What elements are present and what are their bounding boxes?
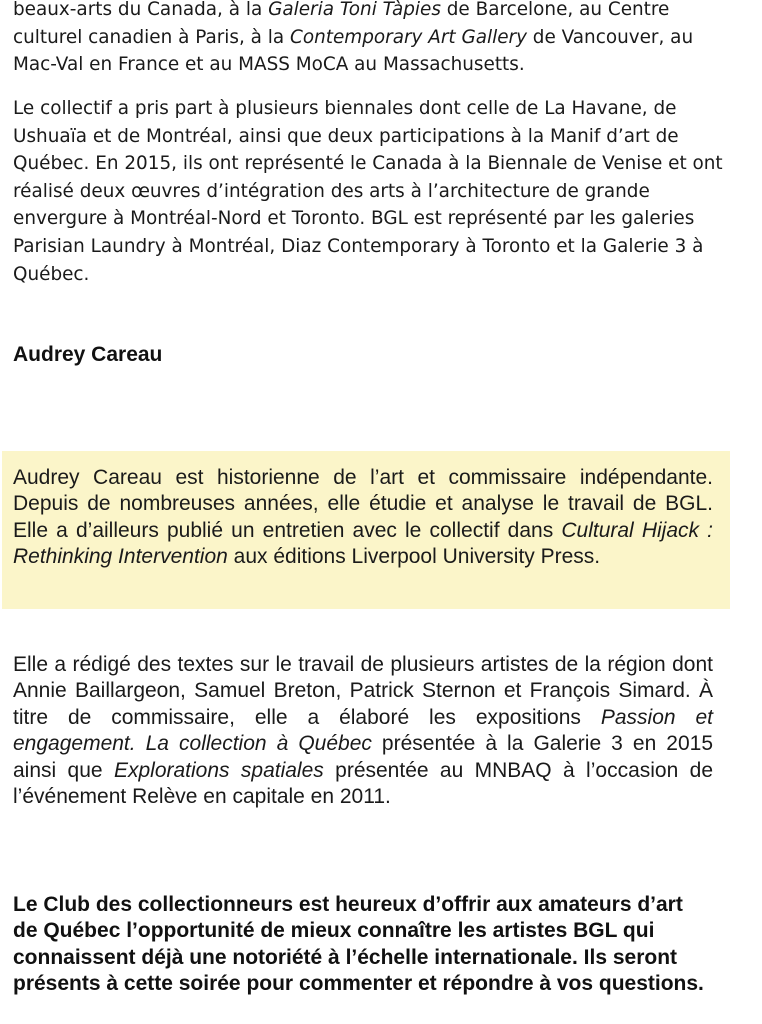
audrey-texts-paragraph xyxy=(13,652,713,810)
p4-text-a: Elle a rédigé des textes sur le travail de plusieurs artistes de la région dont Annie Baillargeon, Samuel Breton, Patrick Sternon et François Simard. À titre de commissaire, elle a élaboré les expositions xyxy=(13,653,713,729)
p1-text-a: beaux-arts du Canada, à la xyxy=(13,0,269,20)
p1-italic-galeria: Galeria Toni Tàpies xyxy=(268,0,441,20)
p4-text-b: présentée à la Galerie 3 en 2015 ainsi que xyxy=(13,732,713,782)
p1-text-b: de Barcelone, au Centre culturel canadien à Paris, à la xyxy=(13,0,670,48)
p1-italic-cag: Contemporary Art Gallery xyxy=(290,26,527,48)
audrey-bio-paragraph xyxy=(13,465,713,571)
bgl-exhibitions-paragraph xyxy=(13,0,725,79)
p3-text-b: aux éditions Liverpool University Press. xyxy=(227,545,601,569)
p4-italic-passion: Passion et engagement. La collection à Québec xyxy=(13,705,713,756)
bgl-biennales-paragraph: Le collectif a pris part à plusieurs biennales dont celle de La Havane, de Ushuaïa et de Montréal, ainsi que deux participations à la Manif d’art de Québec. En 2015, ils ont représenté le Canada à la Biennale de Venise et ont réalisé deux œuvres d’intégration des arts à l’architecture de grande envergure à Montréal-Nord et Toronto. BGL est représenté par les galeries Parisian Laundry à Montréal, Diaz Contemporary à Toronto et la Galerie 3 à Québec. xyxy=(13,98,723,285)
p1-text-c: de Vancouver, au Mac-Val en France et au MASS MoCA au Massachusetts. xyxy=(13,26,694,76)
p4-italic-explorations: Explorations spatiales xyxy=(113,758,324,782)
club-closing-paragraph: Le Club des collectionneurs est heureux d’offrir aux amateurs d’art de Québec l’opportunité de mieux connaître les artistes BGL qui connaissent déjà une notoriété à l’échelle internationale. Ils seront présents à cette soirée pour commenter et répondre à vos questions. xyxy=(13,893,704,996)
p3-text-a: Audrey Careau est historienne de l’art et commissaire indépendante. Depuis de nombreuses années, elle étudie et analyse le travail de BGL. Elle a d’ailleurs publié un entretien avec le collectif dans xyxy=(13,466,713,542)
p4-text-c: présentée au MNBAQ à l’occasion de l’événement Relève en capitale en 2011. xyxy=(13,758,713,809)
audrey-careau-heading: Audrey Careau xyxy=(13,343,163,366)
p3-italic-book: Cultural Hijack : Rethinking Intervention xyxy=(13,518,713,569)
